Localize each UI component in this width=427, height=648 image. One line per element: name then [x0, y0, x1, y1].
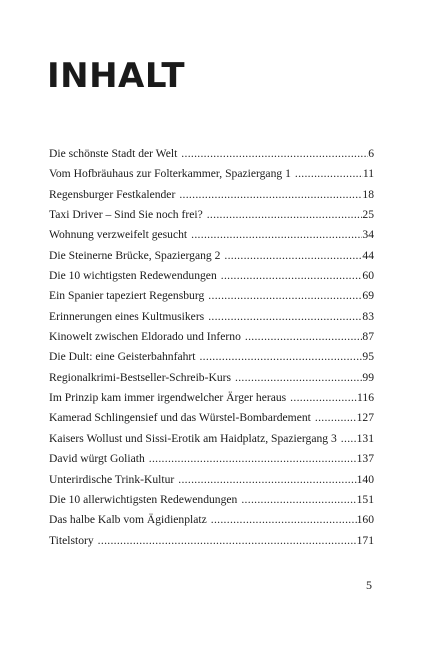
toc-entry-title: Unterirdische Trink-Kultur — [49, 472, 175, 486]
toc-leader-dots — [208, 310, 362, 323]
toc-entry — [49, 350, 374, 370]
toc-leader-dots — [290, 391, 357, 404]
toc-entry-title: Ein Spanier tapeziert Regensburg — [49, 289, 205, 303]
toc-entry — [49, 411, 374, 431]
toc-entry-title: Vom Hofbräuhaus zur Folterkammer, Spaziergang 1 — [49, 167, 291, 181]
toc-entry — [49, 269, 374, 289]
toc-entry — [49, 452, 374, 472]
toc-entry-page: 140 — [356, 472, 374, 486]
toc-entry-page: 44 — [362, 248, 374, 262]
toc-entry-page: 83 — [362, 309, 374, 323]
toc-entry-title: David würgt Goliath — [49, 452, 145, 466]
toc-entry — [49, 249, 374, 269]
toc-entry — [49, 167, 374, 187]
toc-entry-page: 131 — [356, 431, 374, 445]
toc-entry-page: 87 — [362, 330, 374, 344]
toc-entry-title: Regionalkrimi-Bestseller-Schreib-Kurs — [49, 370, 232, 384]
table-of-contents — [49, 147, 374, 554]
toc-entry-title: Die Dult: eine Geisterbahnfahrt — [49, 350, 196, 364]
toc-entry-page: 151 — [356, 492, 374, 506]
toc-entry-title: Kinowelt zwischen Eldorado und Inferno — [49, 330, 241, 344]
toc-leader-dots — [211, 513, 357, 526]
toc-entry — [49, 289, 374, 309]
toc-leader-dots — [295, 167, 363, 180]
toc-leader-dots — [315, 411, 357, 424]
toc-leader-dots — [178, 473, 356, 486]
toc-leader-dots — [199, 350, 362, 363]
toc-leader-dots — [98, 534, 357, 547]
toc-entry-title: Die schönste Stadt der Welt — [49, 147, 178, 160]
toc-entry — [49, 330, 374, 350]
toc-entry-title: Die 10 wichtigsten Redewendungen — [49, 269, 217, 283]
toc-entry-page: 25 — [362, 208, 374, 222]
toc-entry-title: Die Steinerne Brücke, Spaziergang 2 — [49, 248, 221, 262]
page-number: 5 — [366, 578, 372, 592]
toc-entry-page: 6 — [368, 147, 374, 160]
toc-entry — [49, 188, 374, 208]
toc-entry — [49, 310, 374, 330]
toc-entry-title: Wohnung verzweifelt gesucht — [49, 228, 188, 242]
toc-entry — [49, 432, 374, 452]
toc-leader-dots — [181, 147, 368, 160]
toc-entry — [49, 534, 374, 554]
toc-entry-page: 160 — [356, 513, 374, 527]
toc-entry-page: 60 — [362, 269, 374, 283]
toc-entry — [49, 493, 374, 513]
toc-entry — [49, 208, 374, 228]
toc-leader-dots — [191, 228, 362, 241]
toc-leader-dots — [221, 269, 363, 282]
toc-entry-page: 116 — [357, 391, 374, 405]
toc-entry — [49, 513, 374, 533]
toc-entry-page: 95 — [362, 350, 374, 364]
toc-entry-title: Das halbe Kalb vom Ägidienplatz — [49, 513, 207, 527]
toc-entry-title: Die 10 allerwichtigsten Redewendungen — [49, 492, 238, 506]
toc-entry-page: 127 — [356, 411, 374, 425]
toc-entry-page: 69 — [362, 289, 374, 303]
toc-leader-dots — [149, 452, 357, 465]
toc-leader-dots — [207, 208, 363, 221]
toc-entry-page: 34 — [362, 228, 374, 242]
toc-leader-dots — [241, 493, 356, 506]
toc-entry-title: Kaisers Wollust und Sissi-Erotik am Haidplatz, Spaziergang 3 — [49, 431, 337, 445]
toc-entry-title: Erinnerungen eines Kultmusikers — [49, 309, 205, 323]
toc-leader-dots — [224, 249, 362, 262]
toc-entry-title: Im Prinzip kam immer irgendwelcher Ärger heraus — [49, 391, 287, 405]
toc-entry-title: Titelstory — [49, 533, 94, 547]
toc-entry-page: 18 — [362, 187, 374, 201]
toc-leader-dots — [179, 188, 362, 201]
toc-entry-page: 11 — [362, 167, 374, 181]
toc-entry — [49, 473, 374, 493]
toc-leader-dots — [208, 289, 362, 302]
toc-entry-page: 99 — [362, 370, 374, 384]
toc-entry-title: Kamerad Schlingensief und das Würstel-Bombardement — [49, 411, 311, 425]
toc-entry — [49, 371, 374, 391]
toc-entry — [49, 228, 374, 248]
toc-entry-page: 137 — [356, 452, 374, 466]
toc-entry — [49, 147, 374, 167]
toc-entry — [49, 391, 374, 411]
toc-leader-dots — [245, 330, 363, 343]
toc-entry-title: Regensburger Festkalender — [49, 187, 176, 201]
toc-entry-page: 171 — [356, 533, 374, 547]
toc-entry-title: Taxi Driver – Sind Sie noch frei? — [49, 208, 203, 222]
page-title: INHALT — [47, 56, 186, 96]
toc-leader-dots — [235, 371, 362, 384]
toc-leader-dots — [341, 432, 357, 445]
